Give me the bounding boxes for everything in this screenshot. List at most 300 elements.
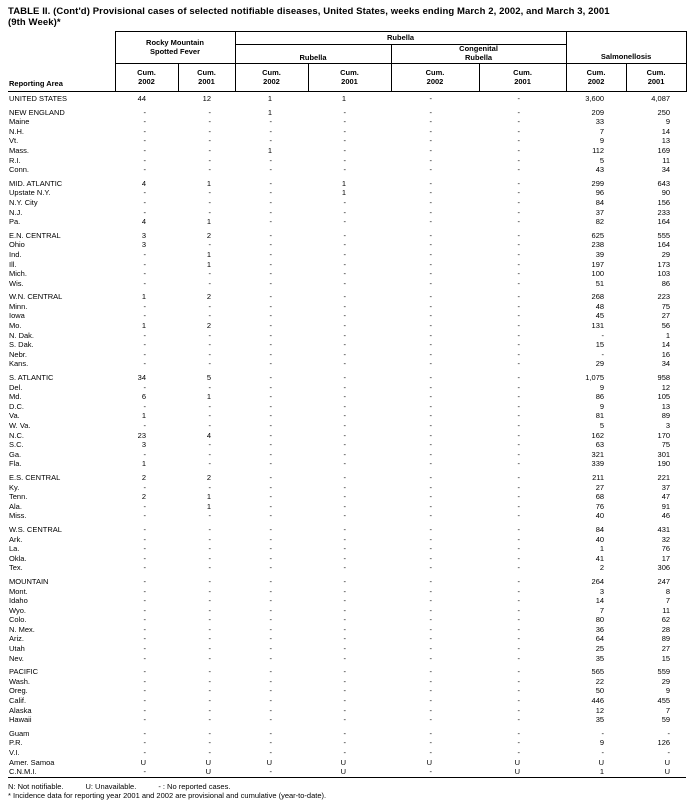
value-cell: - bbox=[517, 230, 521, 240]
value-cell: 3 bbox=[665, 421, 671, 430]
value-cell: 35 bbox=[595, 715, 605, 725]
reporting-area-cell: N. Mex. bbox=[9, 624, 35, 634]
table-row bbox=[8, 369, 686, 383]
value-cell: 9 bbox=[599, 382, 605, 392]
value-cell: - bbox=[517, 472, 521, 482]
value-cell: - bbox=[429, 653, 433, 663]
value-cell: - bbox=[269, 249, 273, 259]
value-cell: - bbox=[269, 653, 273, 663]
reporting-area-cell: La. bbox=[9, 544, 20, 554]
value-cell: - bbox=[429, 644, 433, 654]
value-cell: - bbox=[143, 534, 146, 544]
table-row bbox=[8, 758, 686, 768]
value-cell: - bbox=[343, 349, 347, 359]
value-cell: - bbox=[517, 738, 521, 748]
column-header-rmsf-cum-2001: Cum. 2001 bbox=[178, 64, 235, 92]
reporting-area-cell: Minn. bbox=[9, 301, 28, 311]
value-cell: - bbox=[343, 411, 347, 421]
table-row bbox=[8, 625, 686, 635]
value-cell: - bbox=[143, 586, 146, 596]
value-cell: - bbox=[429, 392, 433, 402]
value-cell: - bbox=[143, 207, 146, 217]
value-cell: - bbox=[208, 644, 212, 654]
table-row bbox=[8, 521, 686, 535]
reporting-area-cell: Conn. bbox=[9, 165, 30, 175]
value-cell: - bbox=[343, 269, 347, 279]
value-cell: - bbox=[343, 482, 347, 492]
value-cell: 1 bbox=[206, 392, 212, 402]
reporting-area-cell: N.Y. City bbox=[9, 197, 38, 207]
value-cell: - bbox=[143, 667, 146, 677]
value-cell: 1 bbox=[599, 767, 605, 777]
table-row bbox=[8, 383, 686, 393]
value-cell: - bbox=[429, 373, 433, 383]
value-cell: 13 bbox=[661, 136, 671, 146]
value-cell: - bbox=[429, 278, 433, 288]
value-cell: - bbox=[208, 524, 212, 534]
value-cell: 29 bbox=[661, 676, 671, 686]
value-cell: 264 bbox=[591, 576, 605, 586]
value-cell: - bbox=[269, 197, 273, 207]
value-cell: - bbox=[208, 411, 212, 421]
value-cell: - bbox=[269, 644, 273, 654]
reporting-area-cell: Fla. bbox=[9, 459, 22, 469]
value-cell: 126 bbox=[657, 738, 671, 748]
value-cell: - bbox=[517, 459, 521, 469]
value-cell: - bbox=[343, 492, 347, 502]
value-cell: - bbox=[269, 349, 273, 359]
value-cell: - bbox=[269, 544, 273, 554]
value-cell: 11 bbox=[662, 605, 671, 615]
reporting-area-cell: Nebr. bbox=[9, 349, 27, 359]
value-cell: - bbox=[343, 449, 347, 459]
table-row bbox=[8, 175, 686, 189]
value-cell: 164 bbox=[657, 217, 671, 227]
value-cell: - bbox=[343, 259, 347, 269]
table-row bbox=[8, 350, 686, 360]
table-row bbox=[8, 402, 686, 412]
reporting-area-cell: Mo. bbox=[9, 321, 22, 331]
value-cell: - bbox=[269, 359, 273, 369]
reporting-area-cell: Wis. bbox=[9, 278, 24, 288]
value-cell: - bbox=[343, 644, 347, 654]
value-cell: - bbox=[343, 728, 347, 738]
value-cell: - bbox=[517, 278, 521, 288]
value-cell: - bbox=[208, 738, 212, 748]
value-cell: - bbox=[429, 715, 433, 725]
value-cell: 156 bbox=[657, 197, 671, 207]
reporting-area-cell: V.I. bbox=[9, 748, 20, 757]
value-cell: - bbox=[517, 155, 521, 165]
table-row bbox=[8, 596, 686, 606]
value-cell: U bbox=[598, 757, 605, 767]
table-row bbox=[8, 217, 686, 227]
value-cell: 190 bbox=[657, 459, 671, 469]
value-cell: - bbox=[269, 563, 273, 573]
value-cell: - bbox=[208, 165, 212, 175]
value-cell: 4 bbox=[141, 217, 146, 227]
reporting-area-cell: Maine bbox=[9, 117, 30, 127]
value-cell: 321 bbox=[591, 449, 605, 459]
value-cell: - bbox=[343, 301, 347, 311]
value-cell: - bbox=[429, 269, 433, 279]
footnote-legend bbox=[8, 782, 686, 792]
value-cell: - bbox=[343, 634, 347, 644]
table-row bbox=[8, 250, 686, 260]
value-cell: 1,075 bbox=[585, 373, 605, 383]
value-cell: - bbox=[269, 230, 273, 240]
value-cell: U bbox=[514, 767, 521, 777]
value-cell: - bbox=[517, 596, 521, 606]
value-cell: - bbox=[269, 696, 273, 706]
value-cell: - bbox=[269, 686, 273, 696]
value-cell: 2 bbox=[206, 321, 212, 331]
footnote-no-reported-cases: - : No reported cases. bbox=[158, 781, 231, 791]
value-cell: - bbox=[343, 230, 347, 240]
value-cell: - bbox=[429, 472, 433, 482]
value-cell: 17 bbox=[661, 553, 671, 563]
column-header-rubella-cum-2001: Cum. 2001 bbox=[308, 64, 391, 92]
reporting-area-cell: N.H. bbox=[9, 126, 24, 136]
value-cell: - bbox=[343, 340, 347, 350]
value-cell: 559 bbox=[657, 667, 671, 677]
value-cell: - bbox=[517, 605, 521, 615]
table-row bbox=[8, 392, 686, 402]
value-cell: - bbox=[343, 107, 347, 117]
value-cell: - bbox=[517, 382, 521, 392]
value-cell: - bbox=[429, 634, 433, 644]
value-cell: - bbox=[343, 207, 347, 217]
value-cell: - bbox=[429, 534, 433, 544]
table-row bbox=[8, 450, 686, 460]
value-cell: 9 bbox=[599, 401, 605, 411]
value-cell: - bbox=[343, 440, 347, 450]
value-cell: - bbox=[208, 145, 212, 155]
value-cell: 81 bbox=[595, 411, 605, 421]
value-cell: - bbox=[208, 117, 212, 127]
value-cell: - bbox=[517, 676, 521, 686]
value-cell: - bbox=[517, 563, 521, 573]
value-cell: - bbox=[517, 696, 521, 706]
value-cell: - bbox=[208, 330, 212, 340]
column-header-rmsf-cum-2002: Cum. 2002 bbox=[115, 64, 178, 92]
reporting-area-cell: E.N. CENTRAL bbox=[9, 230, 61, 240]
value-cell: - bbox=[517, 321, 521, 331]
value-cell: - bbox=[429, 524, 433, 534]
table-row bbox=[8, 615, 686, 625]
value-cell: - bbox=[269, 382, 273, 392]
value-cell: U bbox=[340, 757, 347, 767]
value-cell: - bbox=[429, 330, 433, 340]
value-cell: - bbox=[143, 301, 146, 311]
value-cell: - bbox=[208, 207, 212, 217]
value-cell: - bbox=[517, 715, 521, 725]
value-cell: 250 bbox=[657, 107, 671, 117]
value-cell: - bbox=[429, 748, 433, 757]
reporting-area-cell: Nev. bbox=[9, 653, 24, 663]
table-row bbox=[8, 748, 686, 758]
value-cell: - bbox=[269, 534, 273, 544]
value-cell: 36 bbox=[595, 624, 605, 634]
value-cell: - bbox=[517, 482, 521, 492]
value-cell: - bbox=[143, 696, 146, 706]
value-cell: - bbox=[208, 728, 212, 738]
value-cell: - bbox=[429, 492, 433, 502]
value-cell: - bbox=[269, 676, 273, 686]
value-cell: - bbox=[269, 165, 273, 175]
value-cell: - bbox=[517, 292, 521, 302]
reporting-area-cell: C.N.M.I. bbox=[9, 767, 37, 777]
value-cell: - bbox=[429, 178, 433, 188]
value-cell: 5 bbox=[599, 421, 605, 430]
value-cell: - bbox=[269, 748, 273, 757]
reporting-area-cell: Mont. bbox=[9, 586, 28, 596]
value-cell: - bbox=[517, 553, 521, 563]
value-cell: - bbox=[269, 767, 273, 777]
value-cell: - bbox=[429, 117, 433, 127]
value-cell: 9 bbox=[665, 686, 671, 696]
value-cell: - bbox=[517, 136, 521, 146]
value-cell: - bbox=[269, 207, 273, 217]
value-cell: - bbox=[429, 382, 433, 392]
value-cell: - bbox=[517, 624, 521, 634]
value-cell: 27 bbox=[595, 482, 605, 492]
reporting-area-cell: Ark. bbox=[9, 534, 23, 544]
value-cell: - bbox=[517, 511, 521, 521]
value-cell: - bbox=[429, 421, 433, 430]
value-cell: 84 bbox=[595, 197, 605, 207]
value-cell: - bbox=[343, 330, 347, 340]
value-cell: - bbox=[429, 482, 433, 492]
value-cell: - bbox=[517, 392, 521, 402]
value-cell: - bbox=[517, 301, 521, 311]
table-row bbox=[8, 127, 686, 137]
value-cell: - bbox=[343, 524, 347, 534]
value-cell: - bbox=[208, 340, 212, 350]
value-cell: 5 bbox=[206, 373, 212, 383]
value-cell: 100 bbox=[591, 269, 605, 279]
value-cell: - bbox=[208, 278, 212, 288]
reporting-area-cell: Alaska bbox=[9, 705, 32, 715]
table-row bbox=[8, 459, 686, 469]
table-row bbox=[8, 654, 686, 664]
value-cell: 1 bbox=[341, 178, 347, 188]
value-cell: - bbox=[143, 188, 146, 198]
table-row bbox=[8, 340, 686, 350]
table-row bbox=[8, 431, 686, 441]
value-cell: - bbox=[601, 728, 605, 738]
value-cell: U bbox=[664, 767, 671, 777]
value-cell: - bbox=[269, 401, 273, 411]
value-cell: - bbox=[429, 311, 433, 321]
value-cell: - bbox=[517, 544, 521, 554]
header-group-congenital-rubella: Congenital Rubella bbox=[391, 45, 566, 64]
value-cell: - bbox=[517, 359, 521, 369]
table-row bbox=[8, 767, 686, 777]
value-cell: - bbox=[269, 624, 273, 634]
value-cell: - bbox=[517, 259, 521, 269]
value-cell: - bbox=[143, 728, 146, 738]
value-cell: - bbox=[601, 349, 605, 359]
value-cell: - bbox=[429, 259, 433, 269]
table-row bbox=[8, 411, 686, 421]
value-cell: - bbox=[517, 430, 521, 440]
value-cell: 75 bbox=[661, 440, 671, 450]
value-cell: 1 bbox=[206, 259, 212, 269]
value-cell: - bbox=[343, 615, 347, 625]
value-cell: - bbox=[429, 596, 433, 606]
table-row bbox=[8, 92, 686, 104]
value-cell: - bbox=[208, 696, 212, 706]
value-cell: - bbox=[269, 667, 273, 677]
value-cell: 221 bbox=[657, 472, 671, 482]
value-cell: 211 bbox=[592, 472, 605, 482]
reporting-area-cell: Vt. bbox=[9, 136, 19, 146]
value-cell: - bbox=[143, 197, 146, 207]
value-cell: 63 bbox=[595, 440, 605, 450]
value-cell: - bbox=[208, 401, 212, 411]
header-group-rubella: Rubella bbox=[235, 45, 391, 64]
value-cell: - bbox=[143, 544, 146, 554]
value-cell: - bbox=[143, 117, 146, 127]
value-cell: - bbox=[269, 472, 273, 482]
value-cell: - bbox=[269, 511, 273, 521]
value-cell: - bbox=[269, 615, 273, 625]
value-cell: - bbox=[343, 696, 347, 706]
value-cell: 33 bbox=[595, 117, 605, 127]
column-header-salmonellosis-cum-2002: Cum. 2002 bbox=[566, 64, 626, 92]
value-cell: 90 bbox=[661, 188, 671, 198]
value-cell: - bbox=[269, 634, 273, 644]
value-cell: 9 bbox=[599, 738, 605, 748]
value-cell: 162 bbox=[591, 430, 605, 440]
value-cell: 1 bbox=[206, 178, 212, 188]
value-cell: - bbox=[269, 259, 273, 269]
column-header-congenital-cum-2002: Cum. 2002 bbox=[391, 64, 479, 92]
reporting-area-cell: Tenn. bbox=[9, 492, 28, 502]
value-cell: - bbox=[143, 501, 146, 511]
value-cell: - bbox=[343, 705, 347, 715]
value-cell: - bbox=[429, 501, 433, 511]
value-cell: 86 bbox=[595, 392, 605, 402]
value-cell: 1 bbox=[206, 501, 212, 511]
value-cell: 958 bbox=[657, 373, 671, 383]
value-cell: - bbox=[208, 624, 212, 634]
reporting-area-cell: Idaho bbox=[9, 596, 28, 606]
value-cell: - bbox=[429, 563, 433, 573]
value-cell: - bbox=[208, 188, 212, 198]
value-cell: - bbox=[269, 240, 273, 250]
value-cell: - bbox=[143, 576, 146, 586]
value-cell: - bbox=[517, 586, 521, 596]
table-row bbox=[8, 606, 686, 616]
page-title-line2: (9th Week)* bbox=[8, 17, 61, 28]
value-cell: - bbox=[429, 576, 433, 586]
value-cell: 164 bbox=[657, 240, 671, 250]
value-cell: - bbox=[269, 269, 273, 279]
value-cell: - bbox=[208, 155, 212, 165]
value-cell: 643 bbox=[657, 178, 671, 188]
value-cell: - bbox=[517, 728, 521, 738]
value-cell: 59 bbox=[661, 715, 671, 725]
value-cell: - bbox=[143, 482, 146, 492]
value-cell: 16 bbox=[661, 349, 671, 359]
value-cell: - bbox=[517, 534, 521, 544]
value-cell: 50 bbox=[595, 686, 605, 696]
value-cell: - bbox=[143, 145, 146, 155]
value-cell: - bbox=[208, 359, 212, 369]
value-cell: - bbox=[343, 472, 347, 482]
value-cell: - bbox=[208, 676, 212, 686]
reporting-area-cell: MID. ATLANTIC bbox=[9, 178, 63, 188]
table-row bbox=[8, 706, 686, 716]
value-cell: - bbox=[269, 524, 273, 534]
value-cell: 56 bbox=[661, 321, 671, 331]
value-cell: - bbox=[269, 340, 273, 350]
table-row bbox=[8, 146, 686, 156]
value-cell: - bbox=[343, 686, 347, 696]
value-cell: 76 bbox=[661, 544, 671, 554]
value-cell: 4 bbox=[141, 178, 146, 188]
value-cell: - bbox=[343, 292, 347, 302]
column-header-salmonellosis-cum-2001: Cum. 2001 bbox=[626, 64, 686, 92]
table-row bbox=[8, 492, 686, 502]
value-cell: 1 bbox=[141, 459, 146, 469]
value-cell: 34 bbox=[661, 165, 671, 175]
value-cell: - bbox=[429, 624, 433, 634]
value-cell: - bbox=[601, 748, 605, 757]
value-cell: - bbox=[343, 136, 347, 146]
table-row bbox=[8, 663, 686, 677]
value-cell: - bbox=[343, 534, 347, 544]
value-cell: - bbox=[143, 748, 146, 757]
value-cell: - bbox=[143, 738, 146, 748]
value-cell: 455 bbox=[657, 696, 671, 706]
footnotes bbox=[8, 782, 686, 801]
value-cell: - bbox=[343, 605, 347, 615]
value-cell: 247 bbox=[657, 576, 671, 586]
value-cell: - bbox=[143, 278, 146, 288]
value-cell: 3 bbox=[141, 440, 146, 450]
table-row bbox=[8, 311, 686, 321]
value-cell: - bbox=[517, 667, 521, 677]
value-cell: - bbox=[269, 373, 273, 383]
value-cell: - bbox=[269, 553, 273, 563]
value-cell: 12 bbox=[202, 94, 212, 103]
reporting-area-cell: Ga. bbox=[9, 449, 22, 459]
value-cell: - bbox=[269, 459, 273, 469]
reporting-area-cell: Mass. bbox=[9, 145, 30, 155]
reporting-area-cell: Upstate N.Y. bbox=[9, 188, 51, 198]
value-cell: - bbox=[343, 596, 347, 606]
value-cell: - bbox=[343, 715, 347, 725]
value-cell: - bbox=[429, 676, 433, 686]
value-cell: - bbox=[208, 615, 212, 625]
value-cell: - bbox=[343, 576, 347, 586]
table-row bbox=[8, 117, 686, 127]
value-cell: - bbox=[269, 330, 273, 340]
table-row bbox=[8, 502, 686, 512]
value-cell: - bbox=[143, 421, 146, 430]
reporting-area-cell: P.R. bbox=[9, 738, 23, 748]
value-cell: 3 bbox=[141, 240, 146, 250]
value-cell: - bbox=[269, 392, 273, 402]
value-cell: - bbox=[429, 197, 433, 207]
value-cell: - bbox=[208, 126, 212, 136]
value-cell: - bbox=[269, 178, 273, 188]
value-cell: 84 bbox=[595, 524, 605, 534]
value-cell: 51 bbox=[595, 278, 605, 288]
